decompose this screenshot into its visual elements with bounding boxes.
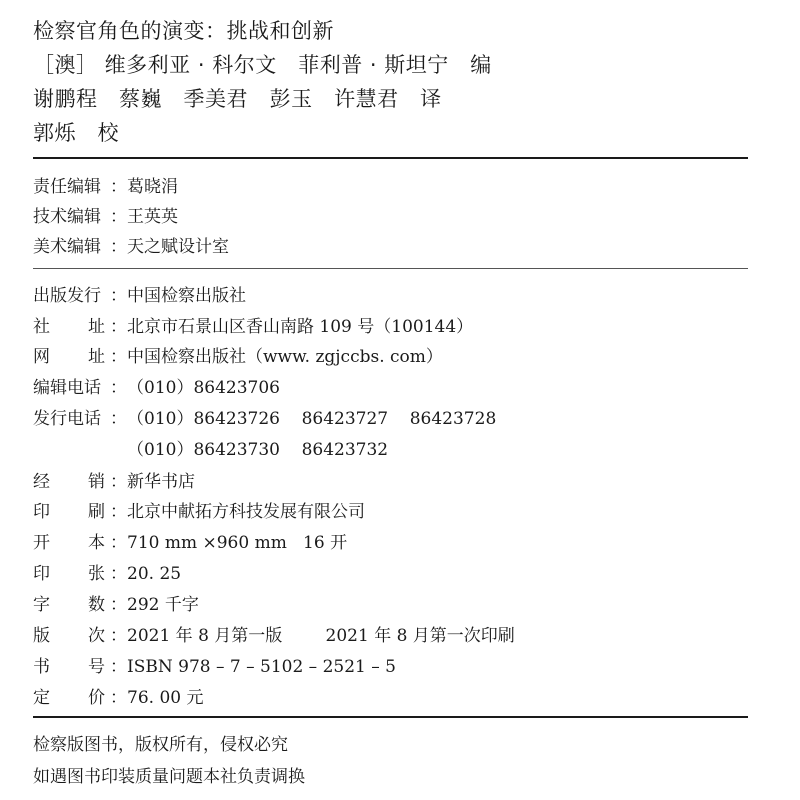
editor-label: 美术编辑 [33, 237, 101, 257]
editors-credit-line: ［澳］ 维多利亚 · 科尔文 菲利普 · 斯坦宁 编 [33, 53, 492, 77]
editor-label: 技术编辑 [33, 207, 101, 227]
edition-label: 版 次 [33, 626, 105, 646]
colon: ： [110, 472, 127, 492]
printer-row [33, 499, 748, 525]
colon: ： [110, 347, 127, 367]
colon: ： [110, 237, 127, 257]
colon: ： [110, 626, 127, 646]
colon: ： [110, 286, 127, 306]
quality-notice: 如遇图书印装质量问题本社负责调换 [33, 767, 305, 787]
edit-phone-value: （010）86423706 [127, 378, 280, 398]
editor-row-technical [33, 204, 748, 230]
seller-value: 新华书店 [127, 472, 195, 492]
colon: ： [110, 657, 127, 677]
editor-value: 王英英 [127, 207, 178, 227]
price-row [33, 685, 748, 711]
colon: ： [110, 207, 127, 227]
bottom-divider [33, 716, 748, 718]
book-title: 检察官角色的演变：挑战和创新 [33, 19, 334, 43]
colon: ： [110, 688, 127, 708]
editor-value: 葛晓涓 [127, 177, 178, 197]
website-value: 中国检察出版社（www. zgjccbs. com） [127, 347, 443, 367]
edit-phone-row [33, 375, 748, 401]
address-value: 北京市石景山区香山南路 109 号（100144） [127, 317, 474, 337]
isbn-value: ISBN 978 – 7 – 5102 – 2521 – 5 [127, 657, 396, 677]
colon: ： [110, 177, 127, 197]
sheets-label: 印 张 [33, 564, 105, 584]
middle-divider [33, 268, 748, 269]
dist-phone-row-2 [33, 437, 748, 463]
publisher-value: 中国检察出版社 [127, 286, 246, 306]
printer-label: 印 刷 [33, 502, 105, 522]
colon: ： [110, 409, 127, 429]
publisher-row [33, 283, 748, 309]
colon: ： [110, 317, 127, 337]
colon: ： [110, 595, 127, 615]
colon: ： [110, 533, 127, 553]
sheets-value: 20. 25 [127, 564, 182, 584]
publisher-label: 出版发行 [33, 286, 101, 306]
isbn-label: 书 号 [33, 657, 105, 677]
address-row [33, 314, 748, 340]
colon: ： [110, 502, 127, 522]
printer-value: 北京中献拓方科技发展有限公司 [127, 502, 365, 522]
editor-row-responsible [33, 174, 748, 200]
sheets-row [33, 561, 748, 587]
copyright-notice: 检察版图书，版权所有，侵权必究 [33, 735, 288, 755]
editor-row-art [33, 234, 748, 260]
proofreader-credit-line: 郭烁 校 [33, 121, 120, 145]
words-label: 字 数 [33, 595, 105, 615]
dist-phone-row [33, 406, 748, 432]
website-label: 网 址 [33, 347, 105, 367]
editor-value: 天之赋设计室 [127, 237, 229, 257]
format-row [33, 530, 748, 556]
seller-label: 经 销 [33, 472, 105, 492]
seller-row [33, 469, 748, 495]
edit-phone-label: 编辑电话 [33, 378, 101, 398]
dist-phone-value: （010）86423726 86423727 86423728 [127, 409, 497, 429]
isbn-row [33, 654, 748, 680]
website-row [33, 344, 748, 370]
words-value: 292 千字 [127, 595, 199, 615]
price-value: 76. 00 元 [127, 688, 204, 708]
edition-value: 2021 年 8 月第一版 2021 年 8 月第一次印刷 [127, 626, 515, 646]
colon: ： [110, 564, 127, 584]
translators-credit-line: 谢鹏程 蔡巍 季美君 彭玉 许慧君 译 [33, 87, 442, 111]
edition-row [33, 623, 748, 649]
words-row [33, 592, 748, 618]
top-divider [33, 157, 748, 159]
editor-label: 责任编辑 [33, 177, 101, 197]
dist-phone-value-2: （010）86423730 86423732 [127, 440, 389, 460]
format-label: 开 本 [33, 533, 105, 553]
colon: ： [110, 378, 127, 398]
price-label: 定 价 [33, 688, 105, 708]
address-label: 社 址 [33, 317, 105, 337]
format-value: 710 mm ×960 mm 16 开 [127, 533, 348, 553]
dist-phone-label: 发行电话 [33, 409, 101, 429]
